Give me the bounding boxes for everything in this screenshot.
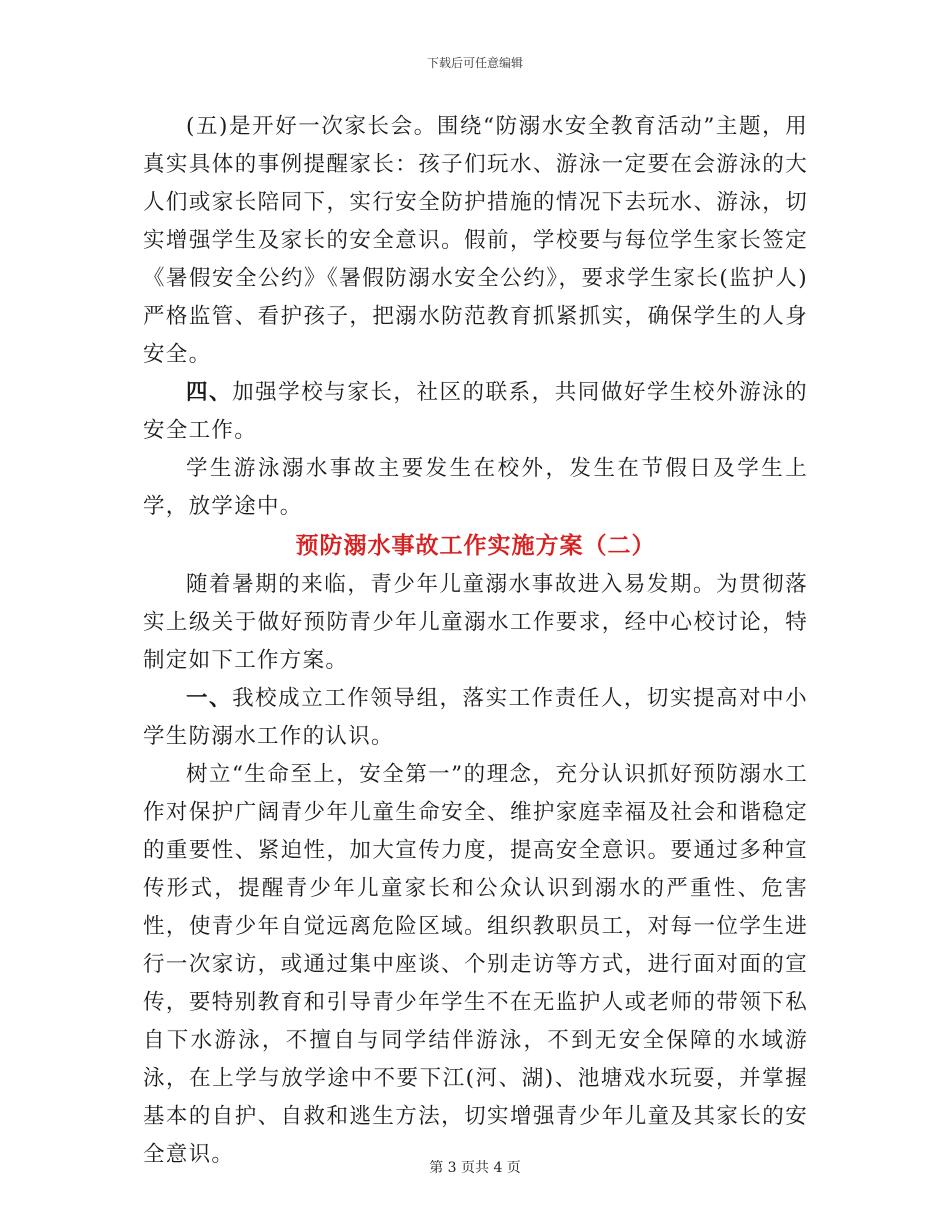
document-body <box>143 108 808 1174</box>
paragraph-safety-first: 树立“生命至上，安全第一”的理念，充分认识抓好预防溺水工作对保护广阔青少年儿童生命安全、维护家庭幸福及社会和谐稳定的重要性、紧迫性，加大宣传力度，提高安全意识。要通过多种宣传形式，提醒青少年儿童家长和公众认识到溺水的严重性、危害性，使青少年自觉远离危险区域。组织教职员工，对每一位学生进行一次家访，或通过集中座谈、个别走访等方式，进行面对面的宣传，要特别教育和引导青少年学生不在无监护人或老师的带领下私自下水游泳，不擅自与同学结伴游泳，不到无安全保障的水域游泳，在上学与放学途中不要下江(河、湖)、池塘戏水玩耍，并掌握基本的自护、自救和逃生方法，切实增强青少年儿童及其家长的安全意识。 <box>143 762 808 1167</box>
section-one-text: 我校成立工作领导组，落实工作责任人，切实提高对中小学生防溺水工作的认识。 <box>143 686 808 749</box>
paragraph-parent-meeting: (五)是开好一次家长会。围绕“防溺水安全教育活动”主题，用真实具体的事例提醒家长：孩子们玩水、游泳一定要在会游泳的大人们或家长陪同下，实行安全防护措施的情况下去玩水、游泳，切实增强学生及家长的安全意识。假前，学校要与每位学生家长签定《暑假安全公约》《暑假防溺水安全公约》，要求学生家长(监护人)严格监管、看护孩子，把溺水防范教育抓紧抓实，确保学生的人身安全。 <box>143 114 808 367</box>
page-header: 下载后可任意编辑 <box>426 56 523 70</box>
paragraph-section-one <box>143 680 808 756</box>
section-number-one: 一、 <box>186 686 233 711</box>
paragraph-section-four <box>143 374 808 450</box>
section-four-text: 加强学校与家长，社区的联系，共同做好学生校外游泳的安全工作。 <box>143 380 808 443</box>
section-number-four: 四、 <box>186 380 233 405</box>
paragraph-accident-location: 学生游泳溺水事故主要发生在校外，发生在节假日及学生上学，放学途中。 <box>143 456 808 519</box>
section-title: 预防溺水事故工作实施方案（二） <box>295 532 656 559</box>
paragraph-introduction: 随着暑期的来临，青少年儿童溺水事故进入易发期。为贯彻落实上级关于做好预防青少年儿童溺水工作要求，经中心校讨论，特制定如下工作方案。 <box>143 572 808 673</box>
page-footer: 第 3 页共 4 页 <box>429 1160 521 1176</box>
